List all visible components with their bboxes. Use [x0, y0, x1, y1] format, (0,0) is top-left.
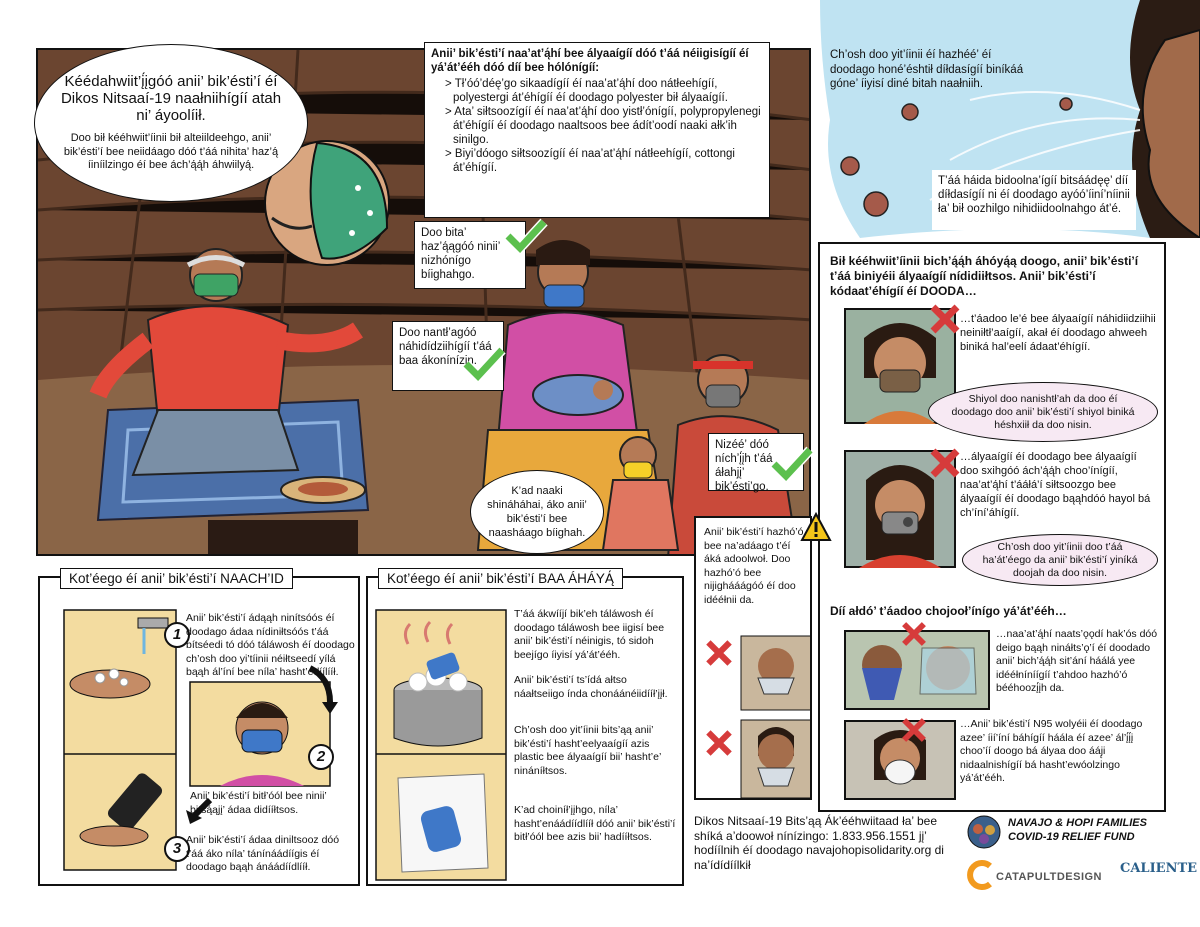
elder-speech-title: Kéédahwiit’į́įgóó anii’ bik’ésti’í éí Dikos Nitsaaí-19 naałniihígíí atah ni’ áyoolíił.	[60, 73, 282, 125]
catapult-logo-icon	[966, 860, 996, 890]
wear-title: Bił kééhwiit’íinii bich’ą́ą́h áhóyą́ą doogo, anii’ bik’ésti’í t’áá biniyéii ályaaígíí nídidiiłtsos. Anii’ bik’ésti’í kódaat’éhígíí éí DOODA…	[830, 254, 1139, 298]
ok-title: Díí ałdó’ t’áadoo chojooł’ínígo yá’át’ééh…	[830, 604, 1067, 618]
info-box-item: > Ata’ siłtsoozígíí éí naa’at’ą́hí doo yistł’ónígíí, polypropylenegi át’éhígíí éí doodago naaltsoos bee ádít’oodí naaki ałk’ih sinilgo.	[445, 106, 761, 146]
cough-caption-bottom: T’áá háida bidoolna’ígíí bitsáádęę’ díí díłdasígíí ni éí doodago ayóó’íiní’níinii ła’ bił oozhilgo nihidiidoolnahgo át’é.	[932, 170, 1136, 230]
step-number: 1	[164, 622, 190, 648]
x-mark-icon	[900, 620, 928, 648]
elder-speech-body: Doo bił kééhwiit’íinii bił alteiildeehgo, anii’ bik’ésti’í bee neiidáago dóó t’áá nihita’ haz’ą́ íiníilzingo éí bee ách’ą́ą́h áhwiilyą́.	[63, 132, 279, 172]
info-box-title: Anii’ bik’ésti’í naa’at’ą́hí bee ályaaígíí dóó t’áá néiigisígíí éí yá’át’ééh dóó díí bee hólónígíí:	[431, 48, 749, 74]
elder-speech-bubble	[34, 44, 308, 202]
no-item-text: …ályaaígíí éí doodago bee ályaaígíí doo sxihgóó ách’ą́ą́h choo’ínígíí, naa’at’ą́hí t’ááłá’í siłtsoozgo bee ályaaígíí éí doodago bąąhdóó hayol bá ch’íní’áhígíí.	[960, 451, 1151, 519]
fit-callout: Doo nantł’agóó náhidídziihígíí t’áá baa ákonínízin.	[392, 321, 504, 391]
breath-callout: Doo bita’ haz’ą́ągóó ninii’ nizhónígo bíighahgo.	[414, 221, 526, 289]
mask-materials-info-box	[424, 42, 770, 218]
check-icon	[462, 344, 506, 384]
check-icon	[504, 216, 548, 256]
cultivate-logo-text: CALIENTE	[1120, 861, 1198, 876]
warning-text: Anii’ bik’ésti’í hazhó’ó bee na’adáago t’éí áká adoolwoł. Doo hazhó’ó bee nijighááágóó éí doo idééłnii da.	[704, 526, 804, 606]
no-item-text: …t’áadoo le’é bee ályaaígíí náhidiidziihii neiniłtł’aaígíí, akał éí doodago ahweeh biniká hal’eelí ádaat’éhígíí.	[960, 313, 1156, 353]
cleaning-paragraph: Ch’osh doo yit’íinii bits’ąą anii’ bik’ésti’í hasht’eelyaaígíí azis plastic bee ályaaígíí bii’ hasht’e’ nináníłtsos.	[514, 724, 661, 777]
cleaning-paragraph: K’ad choiníł’įįhgo, níla’ hasht’enáádíídlííł dóó anii’ bik’ésti’í bitł’óól bee azis bii’ hadííłtsos.	[514, 804, 676, 843]
no-item-speech: Shiyol doo nanishtł’ah da doo éí doodago doo anii’ bik’ésti’í shiyol biniká héshxiił da doo nisin.	[928, 382, 1158, 442]
cleaning-header: Kot’éego éí anii’ bik’ésti’í BAA ÁHÁYĄ́	[378, 568, 623, 589]
relief-fund-name-line2: COVID-19 RELIEF FUND	[1008, 831, 1135, 843]
no-item-speech: Ch’osh doo yit’íinii doo t’áá ha’át’éego da anii’ bik’ésti’í yiníká doojah da doo nisin.	[962, 534, 1158, 586]
cleaning-paragraph: Anii’ bik’ésti’í ts’ídá ałtso náałtseiigo índa chonáánéiidííł’įįł.	[514, 674, 668, 700]
child-speech-bubble: K’ad naaki shináháhai, áko anii’ bik’ésti’í bee naasháago bíighah.	[470, 470, 604, 554]
mask-dos-donts-panel	[818, 242, 1166, 812]
cleaning-paragraph: T’áá ákwííjí bik’eh táláwosh éí doodago táláwosh bee iigisí bee anii’ bik’ésti’í néinigis, tó sidoh beejígo íiyisí yá’át’ééh.	[514, 608, 665, 661]
removal-header: Kot’éego éí anii’ bik’ésti’í NAACH’ID	[60, 568, 293, 589]
x-mark-icon	[928, 302, 962, 336]
cough-panel	[820, 0, 1200, 238]
x-mark-icon	[704, 638, 734, 668]
info-box-item: > Tł’óó’déę’go sikaadígíí éí naa’at’ą́hí doo nátłeehígíí, polyestergi át’éhígíí éí doodago polyester bił ályaaígíí.	[445, 78, 728, 104]
relief-fund-name-line1: NAVAJO & HOPI FAMILIES	[1008, 817, 1147, 829]
relief-fund-logo-icon	[966, 814, 1002, 850]
x-mark-icon	[928, 446, 962, 480]
ok-item-text: …Anii’ bik’ésti’í N95 wolyéii éí doodago azee’ íií’íní báhígíí háála éí azee’ ál’į́į́į choo’íí doogo bá ályaa doo ááj̨i nidaalnishígíí bá hasht’ewóolzingo yá’át’ééh.	[960, 718, 1143, 784]
removal-step-text: Anii’ bik’ésti’í bitł’óól bee ninii’ bitsą́ąjį’ ádaa didííłtsos.	[190, 790, 327, 816]
ears-callout: Nizéé’ dóó níchʼį́įh t’áá áłahjį’ bik’ésti’go.	[708, 433, 804, 491]
step-number: 2	[308, 744, 334, 770]
catapult-logo-text: CATAPULTDESIGN	[996, 871, 1102, 883]
mask-removal-panel	[38, 576, 360, 886]
info-box-item: > Biyi’dóogo siłtsoozígíí éí naa’at’ą́hí nátłeehígíí, cottongi át’éhígíí.	[445, 148, 735, 174]
cough-caption-top: Ch’osh doo yit’íinii éí hazhéé’ éí doodago honé’éshtił díłdasígíí biníkáá góne’ íiyisí diné bitah naałniih.	[830, 49, 1024, 90]
mask-cleaning-panel	[366, 576, 684, 886]
x-mark-icon	[900, 716, 928, 744]
warning-icon	[800, 512, 832, 542]
ok-item-text: …naa’at’ą́hí naats’ǫǫdí hak’ós dóó deigo bąąh nináłts’ǫ’í éí doodado anii’ bich’ą́ą́h sit’ání háálá yee idééłníníígíí t’ahdoo hazhó’ó bééhoozį́įh da.	[996, 628, 1158, 694]
removal-step-text: Anii’ bik’ésti’í ádaa diniltsooz dóó t’áá áko níla’ tánínáádíígis éí doodago bąąh ánáádíídlííł.	[186, 834, 340, 873]
step-number: 3	[164, 836, 190, 862]
hotline-text: Dikos Nitsaaí-19 Bits’ąą Ák’ééhwiitaad ła’ bee shíká a’doowoł nínízingo: 1.833.956.1551 jį’ hodíílnih éí doodago navajohopisolidarity.org di na’ídídíílkił	[694, 814, 944, 872]
check-icon	[770, 444, 814, 484]
removal-step-text: Anii’ bik’ésti’í ádąąh ninítsóós éí doodago ádaa nídiniłtsóós t’áá bítséedi tó dóó táláwosh éí doodago ch’osh doo yi’tíinii néiłtseedí yílá bąąh ál’íní bee níla’ hasht’edíílííł.	[186, 612, 355, 678]
x-mark-icon	[704, 728, 734, 758]
